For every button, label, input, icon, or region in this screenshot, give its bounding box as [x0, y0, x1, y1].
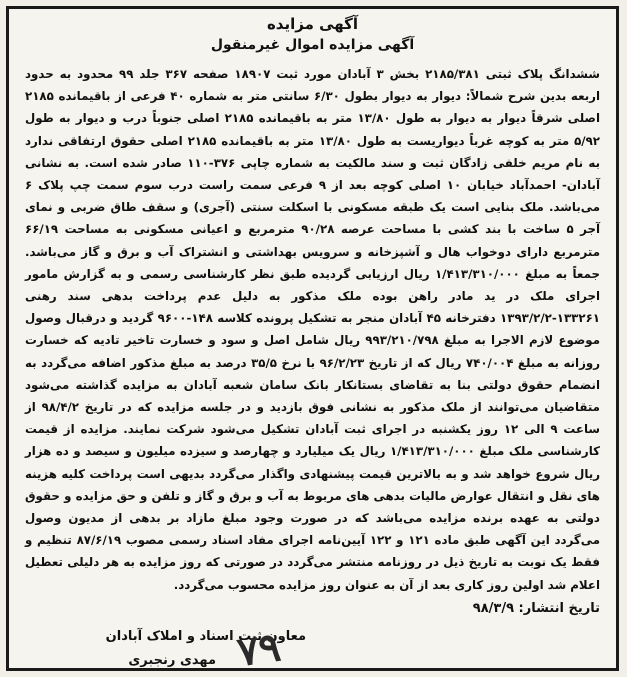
notice-frame [6, 6, 619, 676]
notice-title: آگهی مزایده [266, 15, 359, 33]
signature-office: معاون ثبت اسناد و املاک آبادان [105, 629, 306, 644]
publish-date: تاریخ انتشار: ۹۸/۳/۹ [472, 601, 600, 616]
notice-body: ششدانگ پلاک ثبتی ۲۱۸۵/۳۸۱ بخش ۳ آبادان مورد ثبت ۱۸۹۰۷ صفحه ۳۶۷ جلد ۹۹ محدود به حدود اربعه بدین شرح شمالاً: دیوار به دیوار بطول ۶/۳۰ سانتی متر به شماره ۴۰ فرعی از باقیمانده ۲۱۸۵ اصلی شرقاً دیوار به دیوار به طول ۱۳/۸۰ متر به باقیمانده ۲۱۸۵ اصلی جنوباً درب و دیوار به طول ۵/۹۲ متر به کوچه غرباً دیواریست به طول ۱۳/۸۰ متر به باقیمانده ۲۱۸۵ اصلی حقوق ارتفاقی ندارد به نام مریم خلفی زادگان ثبت و سند مالکیت به شماره چاپی ۳۷۶-۱۱۰ صادر شده است. به نشانی آبادان- احمدآباد خیابان ۱۰ اصلی کوچه بعد از ۹ فرعی سمت راست درب سوم سمت چپ پلاک ۶ می‌باشد. ملک بنایی است یک طبقه مسکونی با اسکلت سنتی (آجری) و سقف طاق ضربی و نمای آجر ۵ ساخت با بند کشی با مساحت عرصه ۹۰/۲۸ مترمربع و اعیانی مسکونی به مساحت ۶۶/۱۹ مترمربع دارای دوخواب هال و آشپزخانه و سرویس بهداشتی و انشتراک آب و برق و گاز می‌باشد. جمعاً به مبلغ ۱/۴۱۳/۳۱۰/۰۰۰ ریال ارزیابی گردیده طبق نظر کارشناسی رسمی و به گزارش مامور اجرای ملک در ید مادر راهن بوده ملک مذکور به دلیل عدم پرداخت بدهی سند رهنی ۱۳۳۲۶۱-۱۳۹۳/۲/۲ دفترخانه ۴۵ آبادان منجر به تشکیل پرونده کلاسه ۱۴۸-۹۶۰۰ گردید و درقبال وصول موضوع لازم الاجرا به مبلغ ۹۹۳/۲۱۰/۷۹۸ ریال شامل اصل و سود و خسارت تاخیر تادیه که خسارت روزانه به مبلغ ۷۴۰/۰۰۴ ریال که از تاریخ ۹۶/۲/۲۳ با نرخ ۳۵/۵ درصد به مبلغ مذکور اضافه می‌گردد به انضمام حقوق دولتی بنا به تقاضای بستانکار بانک سامان شعبه آبادان به مزایده گذاشته می‌شود متقاضیان می‌توانند از ملک مذکور به نشانی فوق بازدید و در جلسه مزایده که در تاریخ ۹۸/۴/۲ از ساعت ۹ الی ۱۲ روز یکشنبه در اجرای ثبت آبادان تشکیل می‌شود شرکت نمایند. مزایده از قیمت کارشناسی ملک مبلغ ۱/۴۱۳/۳۱۰/۰۰۰ ریال یک میلیارد و چهارصد و سیزده میلیون و سیصد و ده هزار ریال شروع خواهد شد و به بالاترین قیمت پیشنهادی واگذار می‌گردد بدیهی است پرداخت کلیه هزینه های نقل و انتقال عوارض مالیات بدهی های مربوط به آب و برق و گاز و تلفن و حق مزایده و حقوق دولتی به عهده برنده مزایده می‌باشد که در صورت وجود مبلغ مازاد بر بدهی از مدیون وصول می‌گردد این آگهی طبق ماده ۱۲۱ و ۱۲۲ آیین‌نامه اجرای مفاد اسناد رسمی مصوب ۸۷/۶/۱۹ تنظیم و فقط یک نوبت به تاریخ ذیل در روزنامه منتشر می‌گردد در صورتی که روز مزایده به هر دلیلی تعطیل اعلام شد اولین روز کاری بعد از آن به عنوان روز مزایده محسوب می‌گردد. [25, 67, 601, 592]
notice-subtitle: آگهی مزایده اموال غیرمنقول [210, 37, 415, 53]
handwritten-number-mark: ۷۹ [234, 623, 284, 676]
signature-name: مهدی رنجبری [128, 653, 216, 668]
